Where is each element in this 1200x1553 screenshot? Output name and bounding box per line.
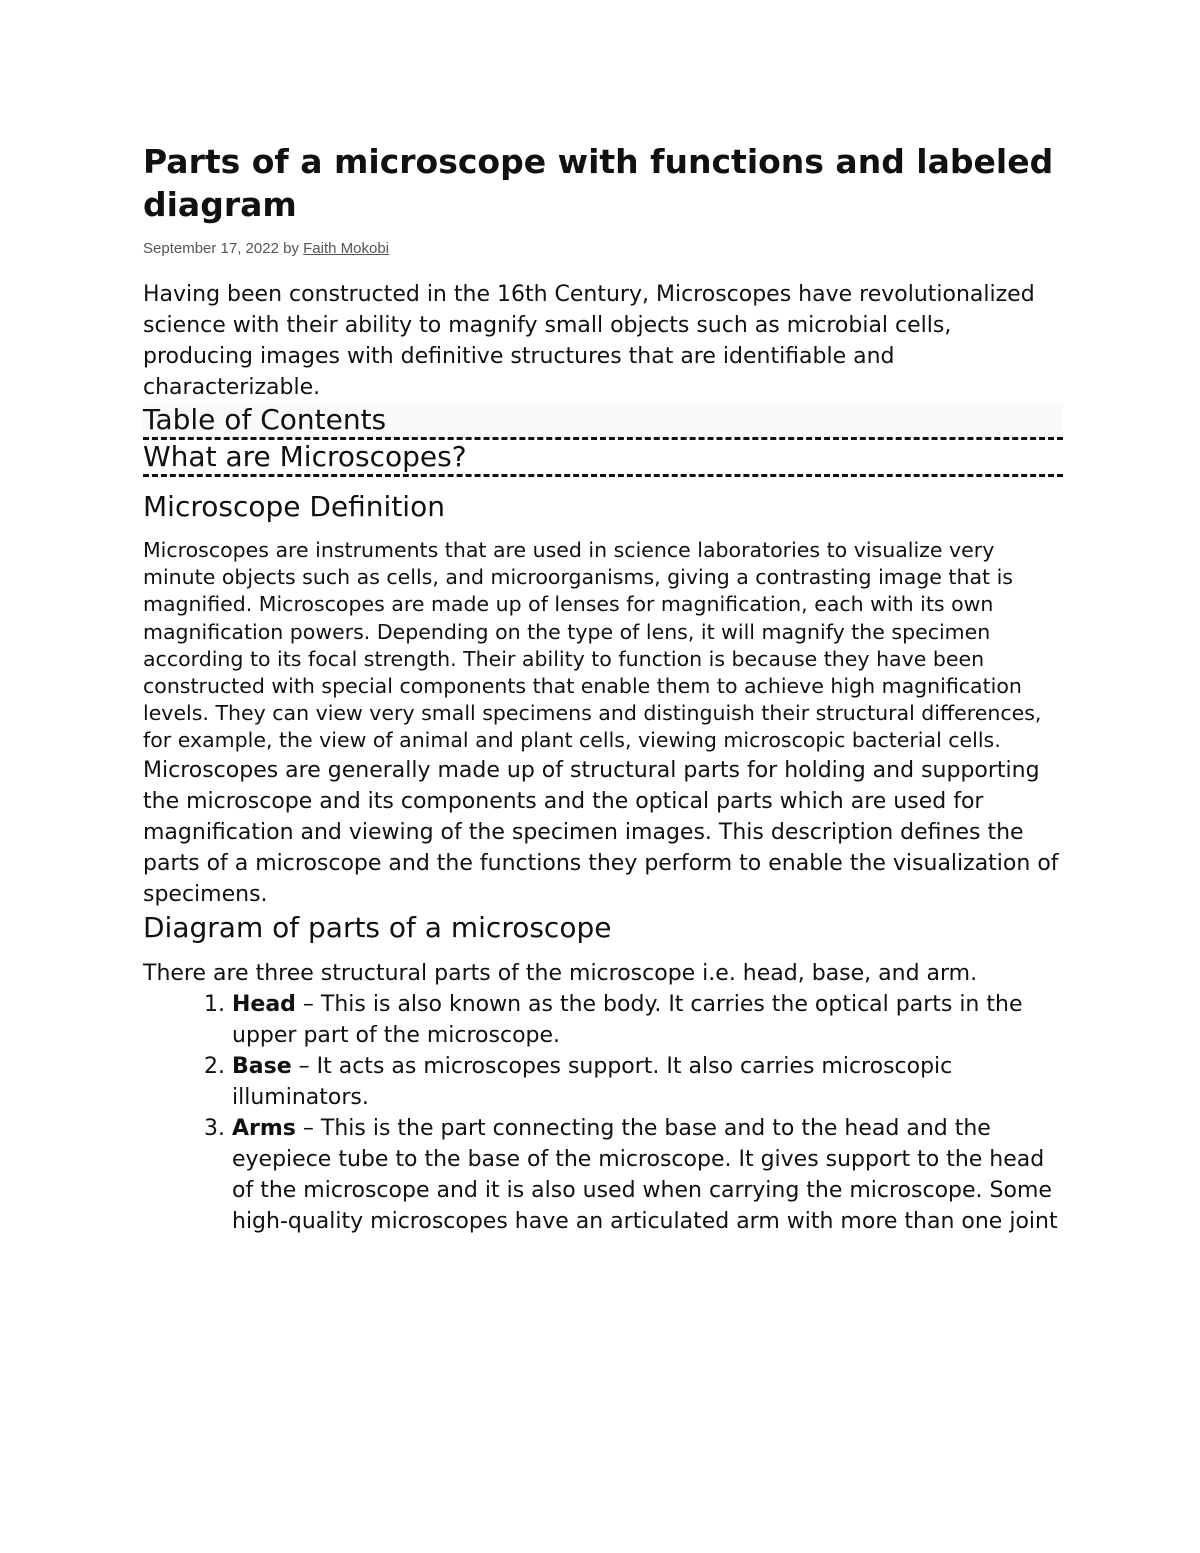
author-link[interactable]: Faith Mokobi bbox=[303, 240, 389, 257]
part-description: – It acts as microscopes support. It also carries microscopic illuminators. bbox=[232, 1053, 953, 1110]
definition-paragraph: Microscopes are instruments that are used in science laboratories to visualize very minute objects such as cells, and microorganisms, giving a contrasting image that is magnified. Microscopes are made up of lenses for magnification, each with its own magnification powers. Depending on the type of lens, it will magnify the specimen according to its focal strength. Their ability to function is because they have been constructed with special components that enable them to achieve high magnification levels. They can view very small specimens and distinguish their structural differences, for example, the view of animal and plant cells, viewing microscopic bacterial cells. bbox=[143, 538, 1042, 753]
list-item bbox=[232, 1051, 1063, 1113]
diagram-heading: Diagram of parts of a microscope bbox=[143, 910, 612, 944]
what-are-microscopes-heading: What are Microscopes? bbox=[143, 440, 1063, 477]
microscope-definition-heading: Microscope Definition bbox=[143, 490, 445, 523]
article bbox=[143, 140, 1063, 1237]
post-date: September 17, 2022 bbox=[143, 240, 279, 257]
part-term: Arms bbox=[232, 1115, 296, 1141]
list-item bbox=[232, 1113, 1063, 1237]
table-of-contents-heading[interactable]: Table of Contents bbox=[143, 403, 1063, 440]
part-term: Head bbox=[232, 991, 296, 1017]
intro-paragraph: Having been constructed in the 16th Century, Microscopes have revolutionalized science with their ability to magnify small objects such as microbial cells, producing images with definitive structures that are identifiable and characterizable. bbox=[143, 282, 1035, 400]
structure-paragraph: Microscopes are generally made up of structural parts for holding and supporting the microscope and its components and the optical parts which are used for magnification and viewing of the specimen images. This description defines the parts of a microscope and the functions they perform to enable the visualization of specimens. bbox=[143, 757, 1059, 907]
part-term: Base bbox=[232, 1053, 292, 1079]
byline bbox=[143, 240, 1063, 257]
diagram-intro: There are three structural parts of the microscope i.e. head, base, and arm. bbox=[143, 960, 978, 986]
part-description: – This is also known as the body. It carries the optical parts in the upper part of the microscope. bbox=[232, 991, 1023, 1048]
list-item bbox=[232, 989, 1063, 1051]
part-description: – This is the part connecting the base and to the head and the eyepiece tube to the base of the microscope. It gives support to the head of the microscope and it is also used when carrying the microscope. Some high-quality microscopes have an articulated arm with more than one joint bbox=[232, 1115, 1058, 1234]
byline-by: by bbox=[283, 240, 299, 257]
structural-parts-list bbox=[143, 989, 1063, 1237]
page-title: Parts of a microscope with functions and labeled diagram bbox=[143, 142, 1054, 224]
